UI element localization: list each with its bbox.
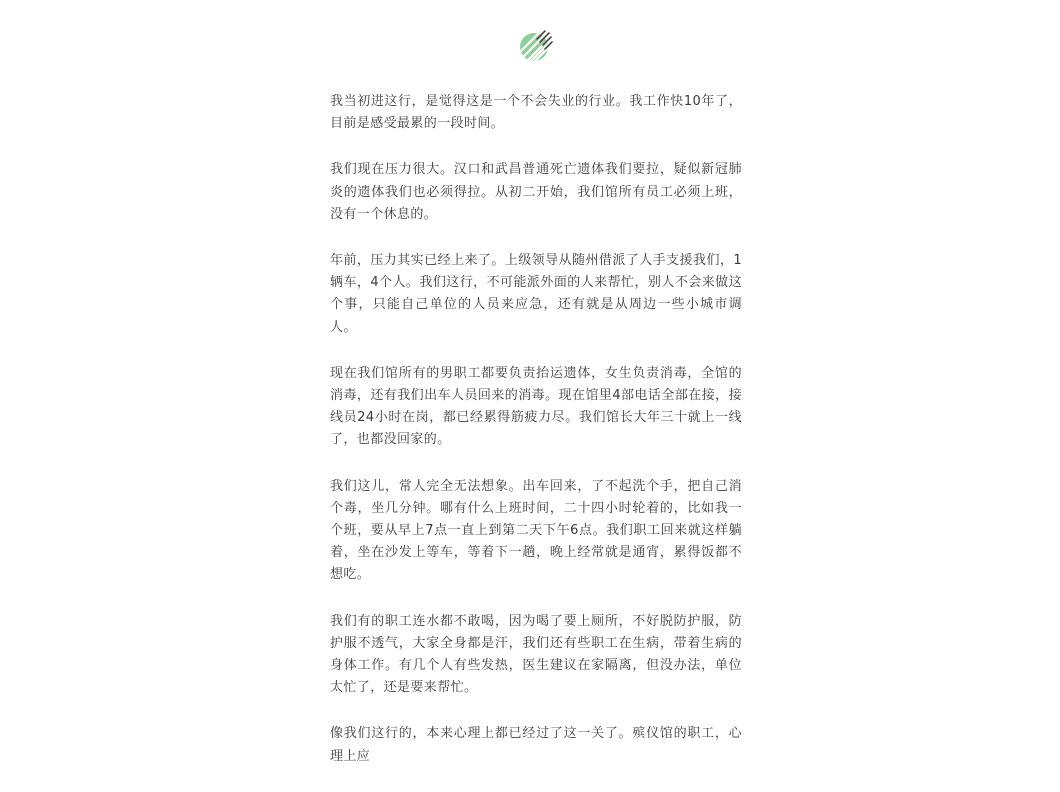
paragraph-6: 我们有的职工连水都不敢喝，因为喝了要上厕所，不好脱防护服，防护服不透气，大家全身都是汗，我们还有些职工在生病，带着生病的身体工作。有几个人有些发热，医生建议在家隔离，但没办法，单位太忙了，还是要来帮忙。	[330, 613, 742, 696]
paragraph-3: 年前，压力其实已经上来了。上级领导从随州借派了人手支援我们，1辆车，4个人。我们这行，不可能派外面的人来帮忙，别人不会来做这个事，只能自己单位的人员来应急，还有就是从周边一些小城市调人。	[330, 253, 742, 335]
striped-circle-logo-icon	[519, 29, 553, 63]
paragraph-1: 我当初进这行，是觉得这是一个不会失业的行业。我工作快10年了，目前是感受最累的一段时间。	[330, 94, 742, 132]
paragraph-2: 我们现在压力很大。汉口和武昌普通死亡遗体我们要拉，疑似新冠肺炎的遗体我们也必须得拉。从初二开始，我们馆所有员工必须上班，没有一个休息的。	[330, 162, 742, 222]
paragraph-7: 像我们这行的，本来心理上都已经过了这一关了。殡仪馆的职工，心理上应	[330, 726, 742, 764]
paragraph-4: 现在我们馆所有的男职工都要负责抬运遗体，女生负责消毒，全馆的消毒，还有我们出车人员回来的消毒。现在馆里4部电话全部在接，接线员24小时在岗，都已经累得筋疲力尽。我们馆长大年三十就上一线了，也都没回家的。	[330, 365, 742, 448]
article-body	[330, 91, 742, 792]
paragraph-5: 我们这儿，常人完全无法想象。出车回来，了不起洗个手，把自己消个毒，坐几分钟。哪有什么上班时间，二十四小时轮着的，比如我一个班，要从早上7点一直上到第二天下午6点。我们职工回来就这样躺着，坐在沙发上等车，等着下一趟，晚上经常就是通宵，累得饭都不想吃。	[330, 478, 742, 583]
